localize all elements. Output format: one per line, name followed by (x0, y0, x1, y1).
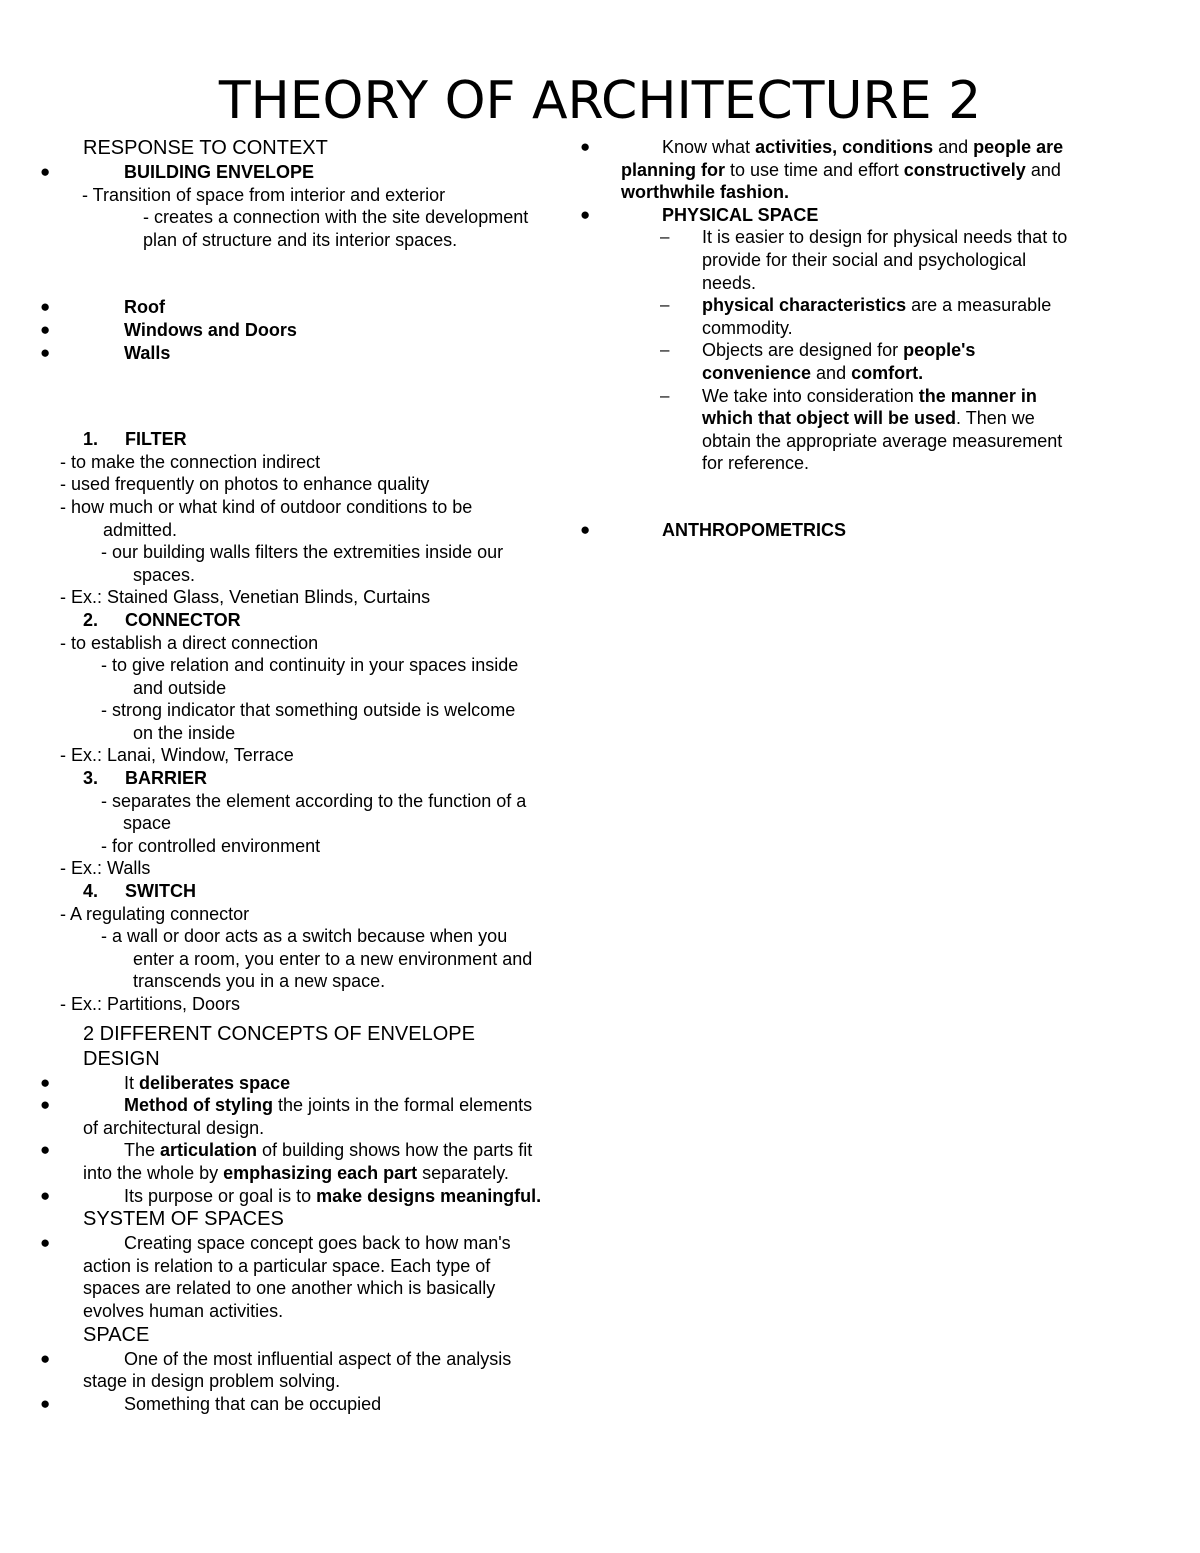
text-line: into the whole by emphasizing each part separately. (83, 1162, 509, 1183)
text-line: spaces are related to one another which is basically (83, 1278, 496, 1299)
text-line: - for controlled environment (101, 835, 321, 856)
text-line: on the inside (133, 722, 236, 743)
dash-item: – physical characteristics are a measurable (660, 295, 1052, 316)
text-line: evolves human activities. (83, 1300, 284, 1321)
bullet-icon: ● (40, 1185, 51, 1205)
text-line: space (123, 813, 172, 834)
text-line: - creates a connection with the site development (143, 207, 529, 228)
list-item: ● Creating space concept goes back to how man's (40, 1233, 511, 1254)
text-line: action is relation to a particular space. Each type of (83, 1255, 491, 1276)
bullet-icon: ● (40, 319, 51, 339)
text-line: transcends you in a new space. (133, 971, 386, 992)
list-item: ● ANTHROPOMETRICS (580, 519, 846, 540)
bullet-icon: ● (40, 1233, 51, 1253)
text-line: - Ex.: Lanai, Window, Terrace (60, 745, 294, 766)
dash-icon: – (660, 295, 670, 315)
text-line: - Ex.: Walls (60, 858, 151, 879)
dash-icon: – (660, 340, 670, 360)
page-title: THEORY OF ARCHITECTURE 2 (218, 71, 982, 131)
list-item: ● Its purpose or goal is to make designs meaningful. (40, 1185, 542, 1206)
section-heading-barrier: 3. BARRIER (83, 768, 208, 789)
dash-item: – Objects are designed for people's (660, 340, 976, 361)
list-item: ● BUILDING ENVELOPE (40, 162, 315, 182)
text-line: and outside (133, 677, 227, 698)
text-line: needs. (702, 272, 757, 293)
dash-icon: – (660, 385, 670, 405)
text-line: - to establish a direct connection (60, 632, 319, 653)
system-heading: SYSTEM OF SPACES (83, 1208, 284, 1231)
bullet-icon: ● (40, 297, 51, 317)
response-heading: RESPONSE TO CONTEXT (83, 137, 328, 159)
left-column (40, 136, 580, 1415)
text-line: - strong indicator that something outside is welcome (101, 700, 516, 721)
text-line: - Ex.: Partitions, Doors (60, 994, 241, 1014)
text-line: stage in design problem solving. (83, 1371, 341, 1392)
text-line: worthwhile fashion. (621, 182, 790, 203)
list-item: ● Walls (40, 342, 171, 363)
concepts-heading-cont: DESIGN (83, 1047, 160, 1070)
text-line: - a wall or door acts as a switch because when you (101, 926, 508, 947)
text-line: - Transition of space from interior and exterior (82, 184, 446, 205)
list-item: ● It deliberates space (40, 1072, 291, 1093)
text-line: - our building walls filters the extremities inside our (101, 542, 504, 563)
list-item: ● The articulation of building shows how the parts fit (40, 1140, 533, 1161)
list-item: ● Windows and Doors (40, 319, 297, 340)
text-line: - Ex.: Stained Glass, Venetian Blinds, Curtains (60, 587, 431, 608)
section-heading-filter: 1. FILTER (83, 429, 187, 450)
right-column (580, 136, 1110, 542)
text-line: - A regulating connector (60, 903, 250, 924)
text-line: of architectural design. (83, 1117, 265, 1138)
list-item: ● Something that can be occupied (40, 1393, 382, 1414)
text-line: convenience and comfort. (702, 362, 924, 383)
text-line: obtain the appropriate average measurement (702, 430, 1063, 451)
text-line: provide for their social and psychological (702, 249, 1027, 270)
text-line: planning for to use time and effort constructively and (621, 159, 1061, 180)
text-line: - separates the element according to the function of a (101, 790, 527, 811)
text-line: for reference. (702, 453, 810, 474)
text-line: plan of structure and its interior spaces. (143, 229, 458, 250)
bullet-icon: ● (580, 137, 591, 156)
bullet-icon: ● (40, 1072, 51, 1092)
text-line: - how much or what kind of outdoor conditions to be (60, 496, 473, 517)
text-line: enter a room, you enter to a new environment and (133, 948, 533, 969)
list-item: ● One of the most influential aspect of the analysis (40, 1348, 512, 1369)
text-line: spaces. (133, 564, 196, 585)
dash-item: – It is easier to design for physical needs that to (660, 227, 1068, 248)
bullet-icon: ● (40, 1393, 51, 1413)
text-line: which that object will be used. Then we (702, 408, 1035, 429)
dash-item: – We take into consideration the manner in (660, 385, 1037, 406)
bullet-icon: ● (40, 1140, 51, 1160)
list-item: ● Know what activities, conditions and people are (580, 137, 1064, 157)
text-line: admitted. (103, 519, 178, 540)
section-heading-switch: 4. SWITCH (83, 881, 196, 902)
bullet-icon: ● (40, 1095, 51, 1115)
space-heading: SPACE (83, 1323, 150, 1346)
text-line: - used frequently on photos to enhance quality (60, 474, 430, 495)
list-item: ● PHYSICAL SPACE (580, 204, 819, 225)
section-heading-connector: 2. CONNECTOR (83, 609, 241, 630)
list-item: ● Roof (40, 297, 165, 318)
bullet-icon: ● (580, 204, 591, 224)
text-line: - to give relation and continuity in your spaces inside (101, 655, 519, 676)
list-item: ● Method of styling the joints in the formal elements (40, 1095, 533, 1116)
text-line: - to make the connection indirect (60, 451, 321, 472)
bullet-icon: ● (40, 342, 51, 362)
text-line: commodity. (702, 317, 793, 338)
bullet-icon: ● (40, 1348, 51, 1368)
bullet-icon: ● (40, 162, 51, 181)
concepts-heading: 2 DIFFERENT CONCEPTS OF ENVELOPE (83, 1022, 475, 1045)
bullet-icon: ● (580, 519, 591, 539)
dash-icon: – (660, 227, 670, 247)
